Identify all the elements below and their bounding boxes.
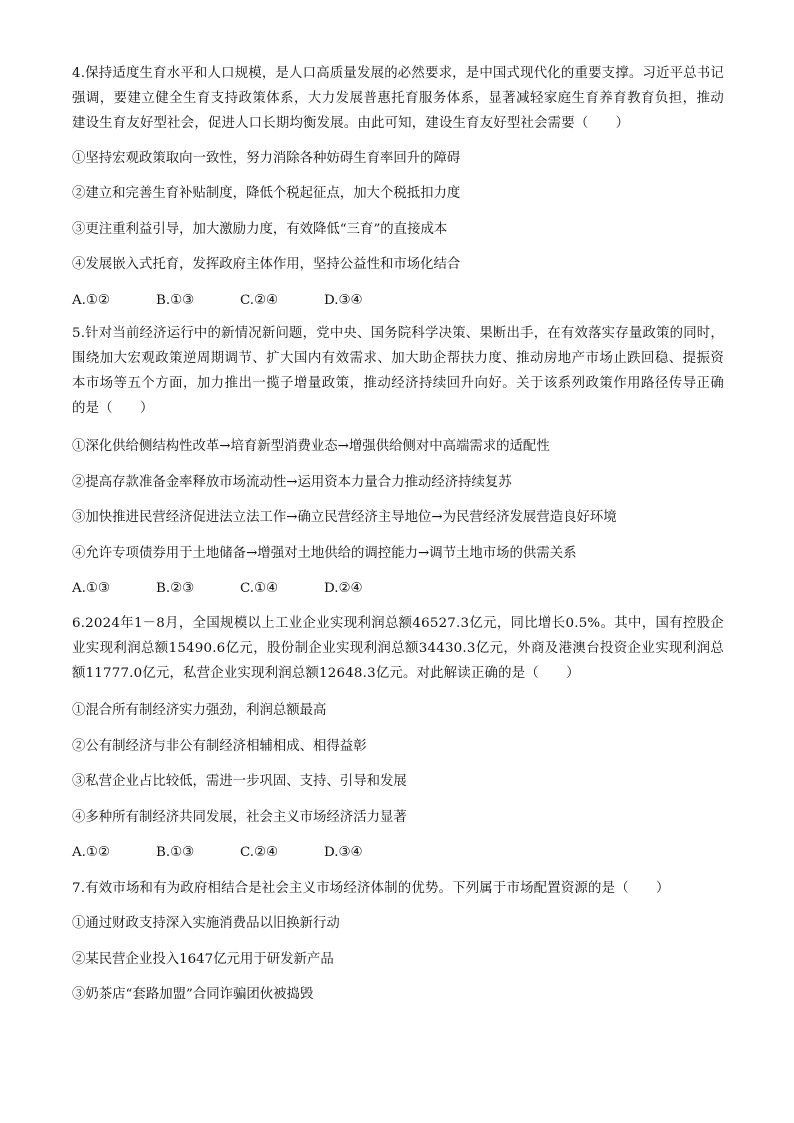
- question-4-stem: 4.保持适度生育水平和人口规模，是人口高质量发展的必然要求，是中国式现代化的重要支撑。习近平总书记强调，要建立健全生育支持政策体系，大力发展普惠托育服务体系，显著减轻家庭生育养育教育负担，推动建设生育友好型社会，促进人口长期均衡发展。由此可知，建设生育友好型社会需要（ ）: [72, 66, 724, 131]
- question-6-choice-c: C.②④: [240, 845, 279, 860]
- question-5-option-3: ③加快推进民营经济促进法立法工作→确立民营经济主导地位→为民营经济发展营造良好环境: [72, 510, 617, 525]
- question-5-option-1: ①深化供给侧结构性改革→培育新型消费业态→增强供给侧对中高端需求的适配性: [72, 439, 550, 454]
- question-4-answer-choices: [72, 291, 724, 311]
- question-5-option-4: ④允许专项债券用于土地储备→增强对土地供给的调控能力→调节土地市场的供需关系: [72, 546, 577, 561]
- question-5-stem: 5.针对当前经济运行中的新情况新问题，党中央、国务院科学决策、果断出手，在有效落实存量政策的同时，围绕加大宏观政策逆周期调节、扩大国内有效需求、加大助企帮扶力度、推动房地产市场止跌回稳、提振资本市场等五个方面，加力推出一揽子增量政策，推动经济持续回升向好。关于该系列政策作用路径传导正确的是（ ）: [72, 326, 724, 416]
- question-5-choice-c: C.①④: [240, 581, 279, 596]
- question-6-choice-b: B.①③: [156, 845, 195, 860]
- question-5-answer-choices: [72, 579, 724, 599]
- question-4-choice-d: D.③④: [324, 293, 363, 308]
- question-4-option-4: ④发展嵌入式托育，发挥政府主体作用，坚持公益性和市场化结合: [72, 257, 461, 272]
- question-6-option-3: ③私营企业占比较低，需进一步巩固、支持、引导和发展: [72, 774, 407, 789]
- question-4-choice-b: B.①③: [156, 293, 195, 308]
- question-6-stem: 6.2024年1－8月，全国规模以上工业企业实现利润总额46527.3亿元，同比增长0.5%。其中，国有控股企业实现利润总额15490.6亿元，股份制企业实现利润总额34430.3亿元，外商及港澳台投资企业实现利润总额11777.0亿元，私营企业实现利润总额12648.3亿元。对此解读正确的是（ ）: [72, 616, 724, 681]
- question-4-choice-c: C.②④: [240, 293, 279, 308]
- question-4-option-3: ③更注重利益引导，加大激励力度，有效降低“三育”的直接成本: [72, 222, 448, 237]
- question-6-option-2: ②公有制经济与非公有制经济相辅相成、相得益彰: [72, 739, 367, 754]
- question-7-option-1: ①通过财政支持深入实施消费品以旧换新行动: [72, 916, 340, 931]
- question-4-choice-a: A.①②: [72, 293, 110, 308]
- question-4-option-2: ②建立和完善生育补贴制度，降低个税起征点，加大个税抵扣力度: [72, 186, 461, 201]
- question-4-option-1: ①坚持宏观政策取向一致性，努力消除各种妨碍生育率回升的障碍: [72, 151, 461, 166]
- question-6-answer-choices: [72, 843, 724, 863]
- question-6-option-4: ④多种所有制经济共同发展，社会主义市场经济活力显著: [72, 810, 407, 825]
- question-5-option-2: ②提高存款准备金率释放市场流动性→运用资本力量合力推动经济持续复苏: [72, 475, 512, 490]
- question-6-choice-d: D.③④: [324, 845, 363, 860]
- question-5-choice-d: D.②④: [324, 581, 363, 596]
- question-7-option-3: ③奶茶店“套路加盟”合同诈骗团伙被捣毁: [72, 987, 314, 1002]
- question-7-stem: 7.有效市场和有为政府相结合是社会主义市场经济体制的优势。下列属于市场配置资源的是（ ）: [72, 881, 670, 896]
- question-5-choice-b: B.②③: [156, 581, 195, 596]
- question-5-choice-a: A.①③: [72, 581, 110, 596]
- question-6-choice-a: A.①②: [72, 845, 110, 860]
- question-6-option-1: ①混合所有制经济实力强劲，利润总额最高: [72, 703, 327, 718]
- question-7-option-2: ②某民营企业投入1647亿元用于研发新产品: [72, 952, 334, 967]
